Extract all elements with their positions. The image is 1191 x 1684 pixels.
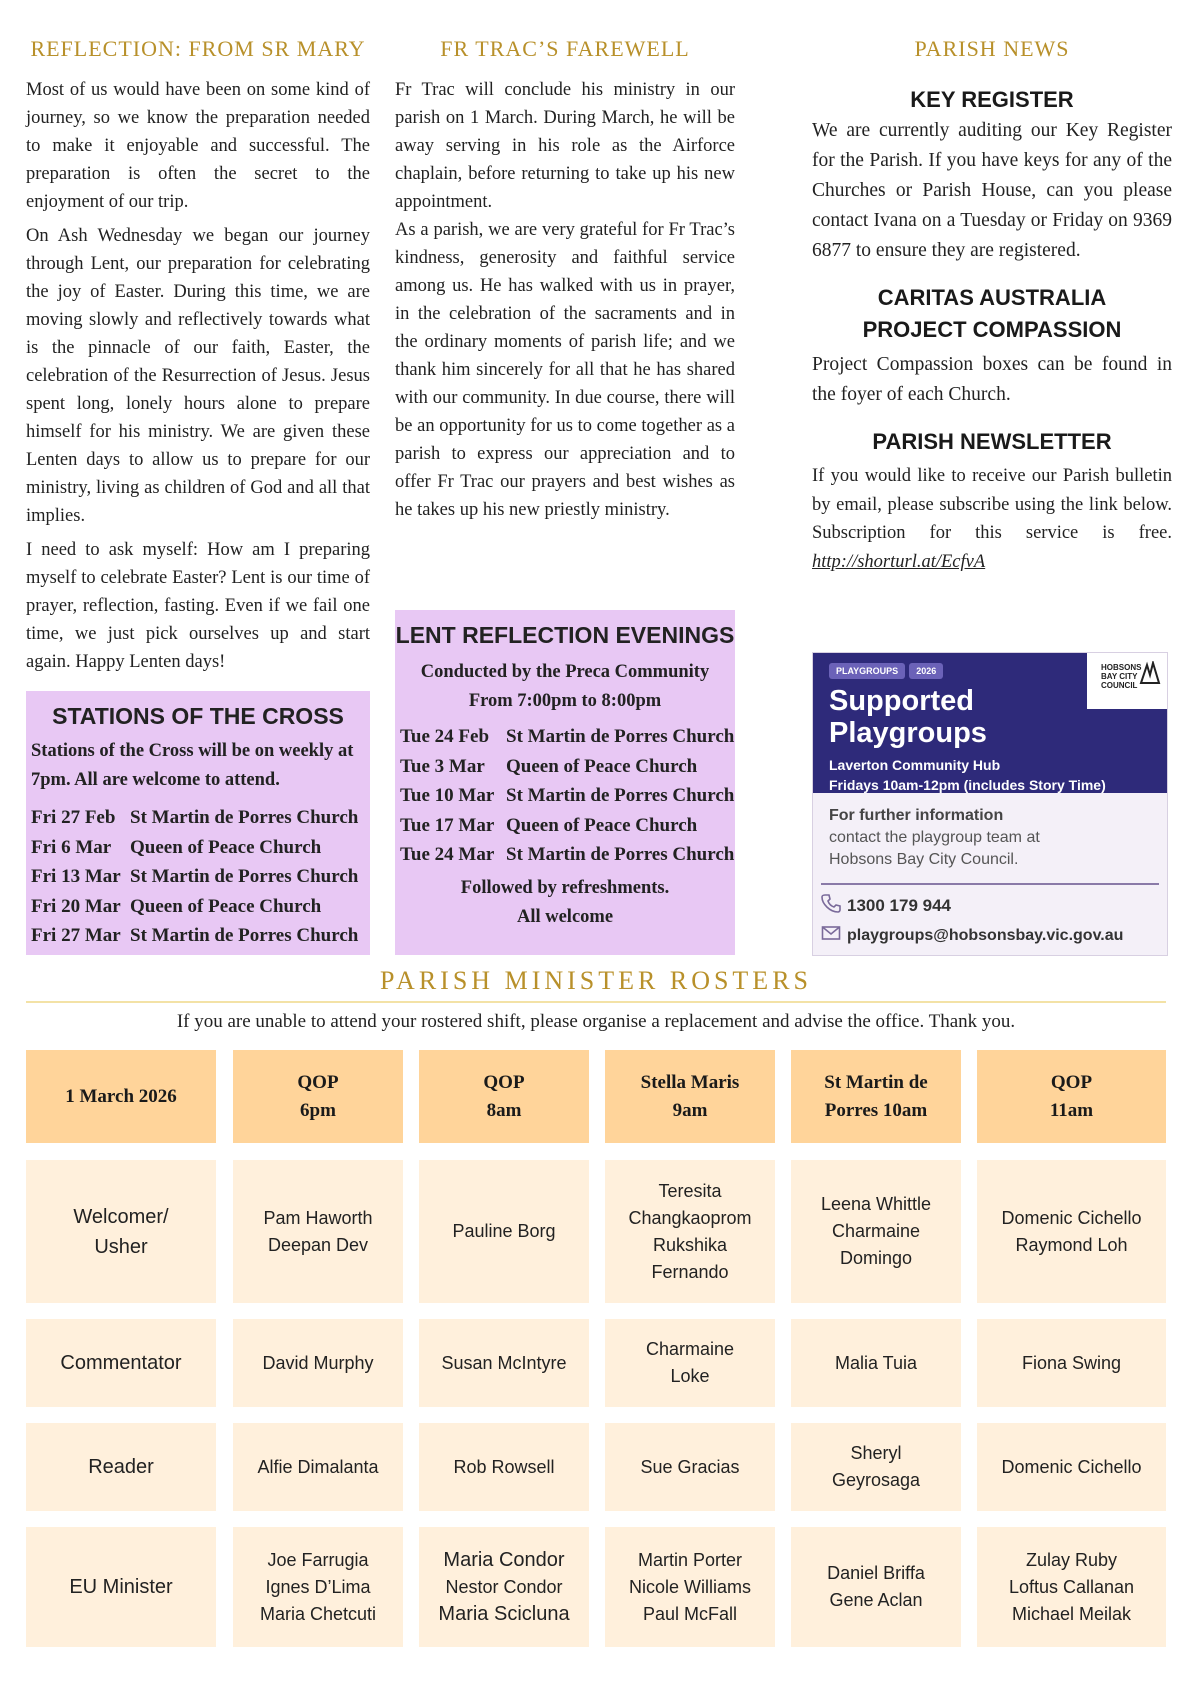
lent-row: Tue 24 Feb St Martin de Porres Church: [400, 726, 735, 747]
roster-mass-header: QOP 6pm: [233, 1050, 403, 1143]
parish-news-body: [812, 84, 1172, 582]
lent-time: From 7:00pm to 8:00pm: [468, 691, 662, 711]
roster-cell: Zulay Ruby Loftus Callanan Michael Meilak: [977, 1527, 1166, 1647]
stations-intro: Stations of the Cross will be on weekly at 7pm. All are welcome to attend.: [31, 741, 354, 790]
roster-cell: Martin Porter Nicole Williams Paul McFall: [605, 1527, 775, 1647]
lent-followed: Followed by refreshments.: [460, 877, 670, 898]
roster-cell: Leena Whittle Charmaine Domingo: [791, 1160, 961, 1303]
lent-row: Tue 17 Mar Queen of Peace Church: [400, 814, 698, 836]
lent-row: Tue 3 Mar Queen of Peace Church: [400, 755, 698, 777]
newsletter-link[interactable]: http://shorturl.at/EcfvA: [812, 551, 986, 572]
lent-row: Tue 24 Mar St Martin de Porres Church: [400, 844, 735, 865]
roster-note: If you are unable to attend your rostered shift, please organise a replacement and advise the office. Thank you.: [176, 1011, 1016, 1032]
reflection-body: [26, 76, 370, 682]
roster-mass-header: Stella Maris 9am: [605, 1050, 775, 1143]
roster-cell: Pauline Borg: [419, 1160, 589, 1303]
farewell-paragraph-1: Fr Trac will conclude his ministry in our parish on 1 March. During March, he will be away serving in his role as the Airforce chaplain, before returning to take up his new appointment.: [395, 80, 735, 212]
newsletter-description: If you would like to receive our Parish bulletin by email, please subscribe using the link below. Subscription for this service is free.: [812, 466, 1172, 543]
key-register-text: We are currently auditing our Key Register for the Parish. If you have keys for any of the Churches or Parish House, can you please contact Ivana on a Tuesday or Friday on 9369 6877 to ensure they are registered.: [812, 120, 1172, 261]
playgroup-email[interactable]: playgroups@hobsonsbay.vic.gov.au: [847, 926, 1124, 944]
playgroup-time: Fridays 10am-12pm (includes Story Time): [829, 777, 1106, 793]
key-register-title: KEY REGISTER: [910, 87, 1074, 112]
hobsons-bay-logo-mark: [1139, 661, 1161, 685]
stations-row: Fri 27 Feb St Martin de Porres Church: [31, 807, 359, 828]
roster-cell: David Murphy: [233, 1319, 403, 1407]
lent-conducted: Conducted by the Preca Community: [420, 662, 710, 682]
email-icon: [821, 924, 847, 947]
hobsons-bay-logo: HOBSONS BAY CITY COUNCIL: [1087, 653, 1167, 709]
roster-cell: Maria Condor Nestor Condor Maria Scicluna: [419, 1527, 589, 1647]
reflection-paragraph-2: On Ash Wednesday we began our journey through Lent, our preparation for celebrating the joy of Easter. During this time, we are moving slowly and reflectively towards what is the pinnacle of our faith, Easter, the celebration of the Resurrection of Jesus. Jesus spent long, lonely hours alone to prepare himself for his ministry. We are given these Lenten days to allow us to prepare for our ministry, living as children of God and all that implies.: [26, 226, 370, 526]
playgroup-title-2: Playgroups: [829, 717, 987, 749]
roster-cell: Pam Haworth Deepan Dev: [233, 1160, 403, 1303]
lent-list: [395, 716, 735, 870]
playgroup-badge: PLAYGROUPS: [829, 663, 905, 679]
playgroup-phone[interactable]: 1300 179 944: [847, 895, 951, 915]
roster-divider: [26, 1001, 1166, 1003]
playgroup-info-2: Hobsons Bay City Council.: [829, 851, 1019, 868]
stations-box: [26, 691, 370, 955]
roster-cell: Teresita Changkaoprom Rukshika Fernando: [605, 1160, 775, 1303]
roster-cell: Charmaine Loke: [605, 1319, 775, 1407]
lent-box: [395, 610, 735, 955]
lent-welcome: All welcome: [516, 906, 614, 927]
caritas-title-2: PROJECT COMPASSION: [862, 317, 1122, 342]
farewell-body: [395, 76, 735, 530]
playgroup-info-1: contact the playgroup team at: [829, 829, 1040, 846]
reflection-heading: REFLECTION: FROM SR MARY: [30, 36, 366, 61]
phone-icon: [821, 893, 847, 918]
roster-cell: Domenic Cichello Raymond Loh: [977, 1160, 1166, 1303]
stations-row: Fri 20 Mar Queen of Peace Church: [31, 895, 322, 917]
roster-role-label: Reader: [26, 1423, 216, 1511]
stations-row: Fri 6 Mar Queen of Peace Church: [31, 836, 322, 858]
stations-row: Fri 13 Mar St Martin de Porres Church: [31, 866, 359, 887]
stations-list: [26, 795, 370, 951]
roster-role-label: Welcomer/ Usher: [26, 1160, 216, 1303]
roster-cell: Malia Tuia: [791, 1319, 961, 1407]
roster-role-label: Commentator: [26, 1319, 216, 1407]
roster-date-header: 1 March 2026: [26, 1050, 216, 1143]
roster-cell: Sheryl Geyrosaga: [791, 1423, 961, 1511]
farewell-paragraph-2: As a parish, we are very grateful for Fr Trac’s kindness, generosity and faithful service among us. He has walked with us in prayer, in the celebration of the sacraments and in the ordinary moments of parish life; and we thank him sincerely for all that he has shared with our community. In due course, there will be an opportunity for us to come together as a parish to express our appreciation and to offer Fr Trac our prayers and best wishes as he takes up his new priestly ministry.: [395, 220, 735, 520]
roster-cell: Daniel Briffa Gene Aclan: [791, 1527, 961, 1647]
reflection-paragraph-1: Most of us would have been on some kind of journey, so we know the preparation needed to make it enjoyable and successful. The preparation is often the secret to the enjoyment of our trip.: [26, 80, 370, 212]
roster-mass-header: St Martin de Porres 10am: [791, 1050, 961, 1143]
playgroup-info-title: For further information: [829, 807, 1004, 824]
playgroup-title-1: Supported: [829, 685, 974, 717]
roster-role-label: EU Minister: [26, 1527, 216, 1647]
roster-cell: Sue Gracias: [605, 1423, 775, 1511]
caritas-title-1: CARITAS AUSTRALIA: [877, 285, 1107, 310]
roster-mass-header: QOP 11am: [977, 1050, 1166, 1143]
caritas-text: Project Compassion boxes can be found in the foyer of each Church.: [812, 354, 1172, 405]
newsletter-title: PARISH NEWSLETTER: [872, 429, 1112, 454]
newsletter-text: [812, 462, 1172, 576]
roster-cell: Rob Rowsell: [419, 1423, 589, 1511]
lent-title: LENT REFLECTION EVENINGS: [395, 622, 735, 648]
playgroup-year-badge: 2026: [909, 663, 943, 679]
playgroup-banner: [813, 653, 1167, 793]
stations-row: Fri 27 Mar St Martin de Porres Church: [31, 925, 359, 946]
playgroup-card: [812, 652, 1168, 956]
roster-cell: Joe Farrugia Ignes D’Lima Maria Chetcuti: [233, 1527, 403, 1647]
farewell-heading: FR TRAC’S FAREWELL: [440, 36, 690, 61]
lent-row: Tue 10 Mar St Martin de Porres Church: [400, 785, 735, 806]
roster-cell: Alfie Dimalanta: [233, 1423, 403, 1511]
stations-title: STATIONS OF THE CROSS: [52, 703, 344, 729]
parish-news-heading: PARISH NEWS: [914, 36, 1070, 61]
roster-cell: Domenic Cichello: [977, 1423, 1166, 1511]
roster-cell: Fiona Swing: [977, 1319, 1166, 1407]
roster-cell: Susan McIntyre: [419, 1319, 589, 1407]
playgroup-location: Laverton Community Hub: [829, 757, 1001, 773]
reflection-paragraph-3: I need to ask myself: How am I preparing myself to celebrate Easter? Lent is our time of prayer, reflection, fasting. Even if we fail one time, we just pick ourselves up and start again. Happy Lenten days!: [26, 540, 370, 672]
roster-heading: PARISH MINISTER ROSTERS: [379, 966, 812, 995]
roster-mass-header: QOP 8am: [419, 1050, 589, 1143]
